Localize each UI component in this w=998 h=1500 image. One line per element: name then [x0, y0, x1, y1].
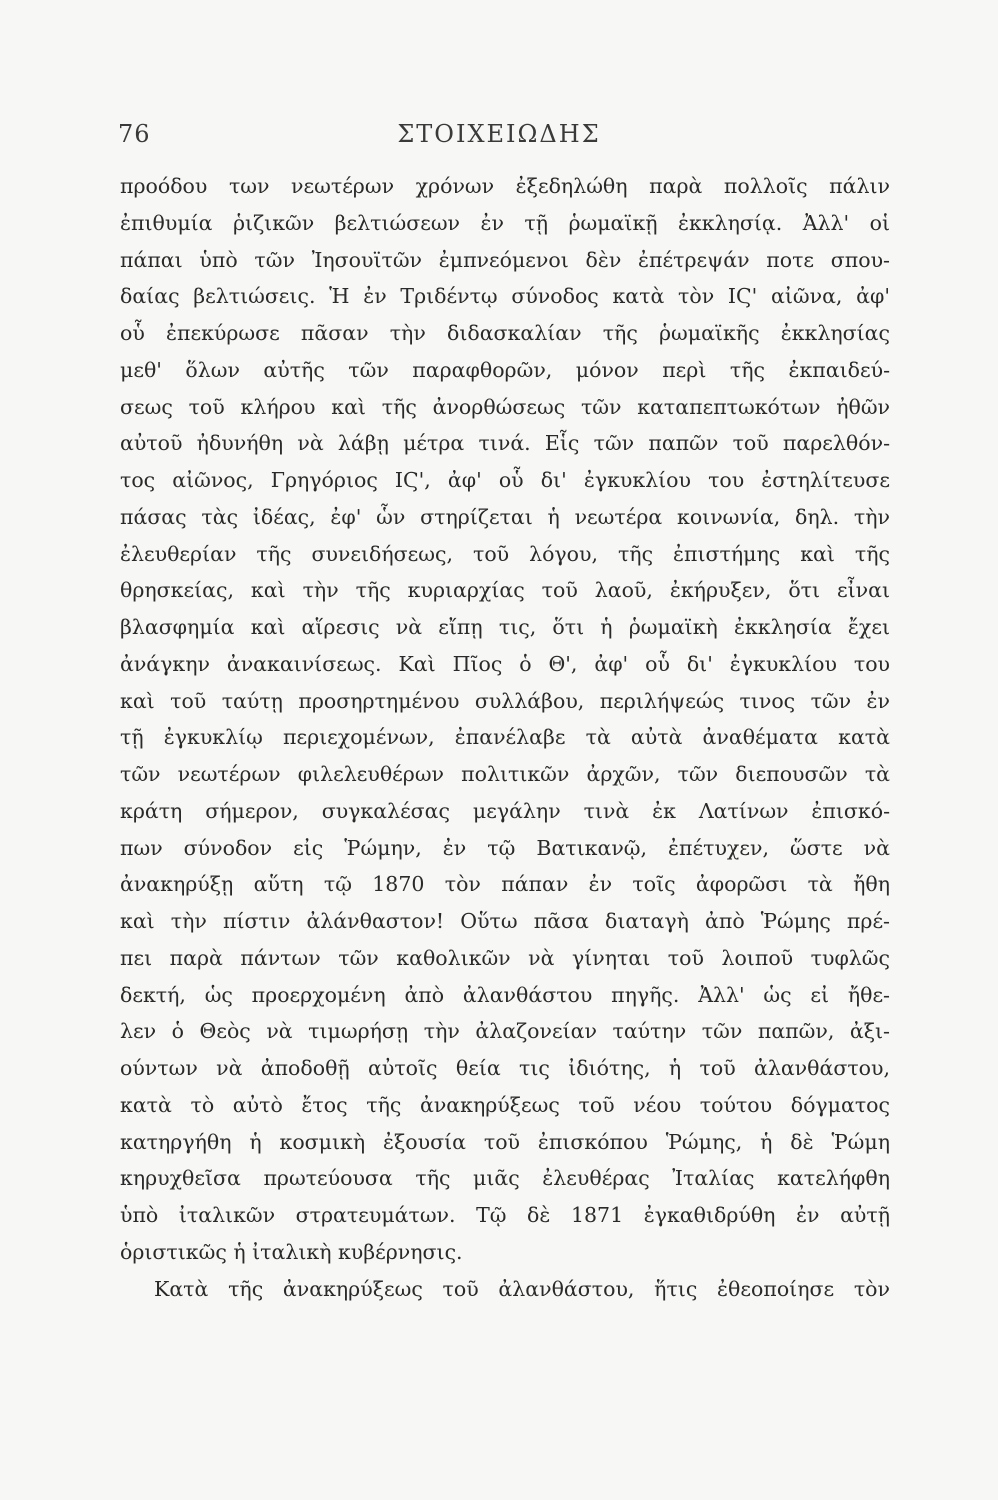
text-line: ἐπιθυμία ῥιζικῶν βελτιώσεων ἐν τῇ ῥωμαϊκῇ ἐκκλησίᾳ. Ἀλλ' οἱ — [120, 210, 890, 235]
text-line: δεκτή, ὡς προερχομένη ἀπὸ ἀλανθάστου πηγῆς. Ἀλλ' ὡς εἰ ἤθε- — [120, 982, 890, 1007]
text-line: καὶ τοῦ ταύτῃ προσηρτημένου συλλάβου, περιλήψεώς τινος τῶν ἐν — [120, 688, 890, 713]
body-text — [120, 168, 890, 1307]
text-line: κράτη σήμερον, συγκαλέσας μεγάλην τινὰ ἐκ Λατίνων ἐπισκό- — [120, 798, 890, 823]
text-line: βλασφημία καὶ αἵρεσις νὰ εἴπῃ τις, ὅτι ἡ ῥωμαϊκὴ ἐκκλησία ἔχει — [120, 615, 890, 639]
text-line: προόδου των νεωτέρων χρόνων ἐξεδηλώθη παρὰ πολλοῖς πάλιν — [120, 174, 890, 198]
text-line: πει παρὰ πάντων τῶν καθολικῶν νὰ γίνηται τοῦ λοιποῦ τυφλῶς — [120, 945, 890, 970]
running-title: ΣΤΟΙΧΕΙΩΔΗΣ — [397, 120, 601, 148]
text-line: κατὰ τὸ αὐτὸ ἔτος τῆς ἀνακηρύξεως τοῦ νέου τούτου δόγματος — [120, 1092, 890, 1117]
text-line: ἐλευθερίαν τῆς συνειδήσεως, τοῦ λόγου, τῆς ἐπιστήμης καὶ τῆς — [120, 541, 890, 566]
text-line: πάπαι ὑπὸ τῶν Ἰησουϊτῶν ἐμπνεόμενοι δὲν ἐπέτρεψάν ποτε σπου- — [120, 247, 890, 272]
text-line: καὶ τὴν πίστιν ἀλάνθαστον! Οὕτω πᾶσα διαταγὴ ἀπὸ Ῥώμης πρέ- — [120, 909, 890, 933]
text-line: ἀνακηρύξῃ αὕτη τῷ 1870 τὸν πάπαν ἐν τοῖς ἀφορῶσι τὰ ἤθη — [120, 872, 890, 897]
text-line: αὐτοῦ ἠδυνήθη νὰ λάβῃ μέτρα τινά. Εἷς τῶν παπῶν τοῦ παρελθόν- — [120, 431, 890, 456]
text-line: κατηργήθη ἡ κοσμικὴ ἐξουσία τοῦ ἐπισκόπου Ῥώμης, ἡ δὲ Ῥώμη — [120, 1129, 890, 1154]
paragraph-first-line: Κατὰ τῆς ἀνακηρύξεως τοῦ ἀλανθάστου, ἥτις ἐθεοποίησε τὸν — [154, 1276, 890, 1301]
text-line: πων σύνοδον εἰς Ῥώμην, ἐν τῷ Βατικανῷ, ἐπέτυχεν, ὥστε νὰ — [120, 835, 890, 860]
text-line: ούντων νὰ ἀποδοθῇ αὐτοῖς θεία τις ἰδιότης, ἡ τοῦ ἀλανθάστου, — [120, 1056, 890, 1080]
text-line: λεν ὁ Θεὸς νὰ τιμωρήσῃ τὴν ἀλαζονείαν ταύτην τῶν παπῶν, ἀξι- — [120, 1019, 890, 1044]
text-line: δαίας βελτιώσεις. Ἡ ἐν Τριδέντῳ σύνοδος κατὰ τὸν ΙϚ' αἰῶνα, ἀφ' — [120, 284, 890, 309]
text-line: μεθ' ὅλων αὐτῆς τῶν παραφθορῶν, μόνον περὶ τῆς ἐκπαιδεύ- — [120, 357, 890, 382]
text-line: τῇ ἐγκυκλίῳ περιεχομένων, ἐπανέλαβε τὰ αὐτὰ ἀναθέματα κατὰ — [120, 725, 890, 750]
page-number: 76 — [118, 120, 151, 148]
text-line: ὑπὸ ἰταλικῶν στρατευμάτων. Τῷ δὲ 1871 ἐγκαθιδρύθη ἐν αὐτῇ — [120, 1203, 890, 1227]
text-line: κηρυχθεῖσα πρωτεύουσα τῆς μιᾶς ἐλευθέρας Ἰταλίας κατελήφθη — [120, 1166, 890, 1191]
text-line: ἀνάγκην ἀνακαινίσεως. Καὶ Πῖος ὁ Θ', ἀφ' οὗ δι' ἐγκυκλίου του — [120, 651, 890, 676]
text-line: σεως τοῦ κλήρου καὶ τῆς ἀνορθώσεως τῶν καταπεπτωκότων ἠθῶν — [120, 394, 890, 419]
text-line: τος αἰῶνος, Γρηγόριος ΙϚ', ἀφ' οὗ δι' ἐγκυκλίου του ἐστηλίτευσε — [120, 468, 890, 492]
text-line: θρησκείας, καὶ τὴν τῆς κυριαρχίας τοῦ λαοῦ, ἐκήρυξεν, ὅτι εἶναι — [120, 578, 890, 603]
text-line: τῶν νεωτέρων φιλελευθέρων πολιτικῶν ἀρχῶν, τῶν διεπουσῶν τὰ — [120, 762, 890, 786]
text-line: πάσας τὰς ἰδέας, ἐφ' ὧν στηρίζεται ἡ νεωτέρα κοινωνία, δηλ. τὴν — [120, 504, 890, 529]
text-line: οὗ ἐπεκύρωσε πᾶσαν τὴν διδασκαλίαν τῆς ῥωμαϊκῆς ἐκκλησίας — [120, 321, 890, 345]
paragraph-last-line: ὁριστικῶς ἡ ἰταλικὴ κυβέρνησις. — [120, 1239, 463, 1264]
